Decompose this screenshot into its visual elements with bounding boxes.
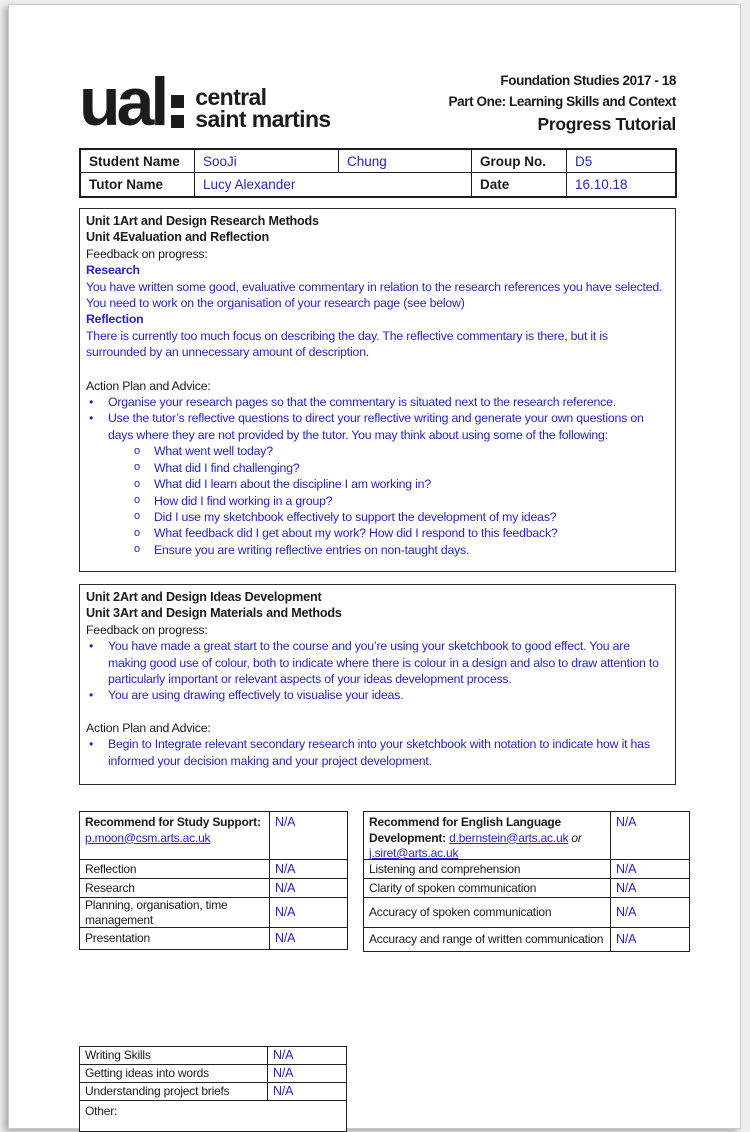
tutor-name-label: Tutor Name <box>81 173 195 196</box>
study-support-header-cell <box>80 812 270 859</box>
table-row <box>80 898 347 928</box>
feedback-list <box>86 638 670 704</box>
table-row <box>364 928 689 951</box>
logo-line-central: central <box>195 84 267 110</box>
unit-4-heading <box>86 229 670 245</box>
row-value: N/A <box>616 861 637 876</box>
reflective-question: o What feedback did I get about my work? How did I respond to this feedback? <box>86 525 670 541</box>
student-last-name: Chung <box>339 150 472 173</box>
unit-3-number: Unit 3 <box>86 606 120 621</box>
course-title: Foundation Studies 2017 - 18 <box>500 73 676 88</box>
research-feedback-text: You have written some good, evaluative commentary in relation to the research references you have selected. You need to work on the organisation of your research page (see below) <box>86 279 663 311</box>
page-title: Progress Tutorial <box>537 114 676 134</box>
unit-3-title: Art and Design Materials and Methods <box>120 606 342 621</box>
unit-1-heading <box>86 213 670 229</box>
row-label: Writing Skills <box>80 1047 268 1064</box>
feedback-label: Feedback on progress: <box>86 246 208 261</box>
action-plan-label: Action Plan and Advice: <box>86 720 211 735</box>
reflective-question: o Did I use my sketchbook effectively to support the development of my ideas? <box>86 509 670 525</box>
ual-logo-mark: ual <box>79 64 166 140</box>
english-language-table <box>363 811 690 952</box>
reflective-question: o What did I learn about the discipline I am working in? <box>86 476 670 492</box>
action-bullet: • Use the tutor’s reflective questions to direct your reflective writing and generate your own questions on days where they are not provided by the tutor. You may think about using some of the following: <box>86 410 670 443</box>
feedback-bullet: • You have made a great start to the course and you’re using your sketchbook to good effect. You are making good use of colour, both to indicate where there is colour in a design and also to draw attention to particularly important or relevant aspects of your ideas development process. <box>86 638 670 687</box>
feedback-bullet: • You are using drawing effectively to visualise your ideas. <box>86 687 670 703</box>
row-value: N/A <box>616 932 637 947</box>
table-row <box>364 898 689 928</box>
table-row <box>364 879 689 898</box>
feedback-label: Feedback on progress: <box>86 622 208 637</box>
row-value: N/A <box>275 880 296 895</box>
unit-3-heading <box>86 605 670 621</box>
unit-2-title: Art and Design Ideas Development <box>120 590 322 604</box>
row-value: N/A <box>275 905 296 920</box>
row-value: N/A <box>273 1066 294 1081</box>
row-value: N/A <box>275 861 296 876</box>
table-row <box>80 860 347 879</box>
student-info-table <box>79 148 677 198</box>
table-row <box>80 879 347 898</box>
writing-skills-table <box>79 1046 347 1132</box>
unit-2-heading <box>86 589 670 605</box>
row-value: N/A <box>273 1048 294 1063</box>
english-header-value: N/A <box>616 815 637 829</box>
row-value: N/A <box>275 931 296 946</box>
other-label: Other: <box>85 1104 118 1118</box>
english-header-cell <box>364 812 611 859</box>
row-label: Getting ideas into words <box>80 1065 268 1082</box>
action-bullet: • Organise your research pages so that the commentary is situated next to the research reference. <box>86 394 670 410</box>
english-email-link-2[interactable]: j.siret@arts.ac.uk <box>369 846 459 860</box>
ual-colon-icon <box>171 73 184 131</box>
date-value: 16.10.18 <box>575 177 628 192</box>
group-no-value: D5 <box>567 150 675 173</box>
row-label: Accuracy of spoken communication <box>364 898 611 927</box>
table-row-other <box>80 1101 346 1131</box>
part-title: Part One: Learning Skills and Context <box>448 93 676 109</box>
unit-2-number: Unit 2 <box>86 590 120 604</box>
action-plan-list <box>86 736 670 769</box>
table-header-row <box>364 812 689 860</box>
unit-1-4-feedback-box <box>79 208 676 572</box>
reflective-question: o What went well today? <box>86 443 670 459</box>
document-titles <box>449 71 677 137</box>
action-plan-label: Action Plan and Advice: <box>86 378 211 393</box>
row-value: N/A <box>616 880 637 895</box>
action-plan-list <box>86 394 670 558</box>
table-row <box>80 928 347 949</box>
unit-1-title: Art and Design Research Methods <box>120 214 319 228</box>
reflection-heading: Reflection <box>86 312 144 327</box>
reflective-question: o What did I find challenging? <box>86 460 670 476</box>
row-label: Planning, organisation, time management <box>80 898 270 927</box>
group-no-label: Group No. <box>472 150 567 173</box>
or-text: or <box>571 830 582 845</box>
study-support-header-value: N/A <box>275 815 296 829</box>
research-heading: Research <box>86 263 140 278</box>
logo-line-saint-martins: saint martins <box>195 106 331 132</box>
unit-4-number: Unit 4 <box>86 230 120 245</box>
row-label: Understanding project briefs <box>80 1083 268 1100</box>
document-page <box>8 4 741 1129</box>
table-row <box>80 1083 346 1101</box>
row-label: Presentation <box>80 928 270 949</box>
reflection-feedback-text: There is currently too much focus on describing the day. The reflective commentary is there, but it is surrounded by an unnecessary amount of description. <box>86 328 608 360</box>
ual-logo-text <box>195 73 330 130</box>
row-label: Listening and comprehension <box>364 860 611 878</box>
reflective-question: o Ensure you are writing reflective entries on non-taught days. <box>86 542 670 558</box>
unit-2-3-feedback-box <box>79 584 676 785</box>
row-label: Accuracy and range of written communication <box>364 928 611 951</box>
study-support-table <box>79 811 348 950</box>
row-label: Reflection <box>80 860 270 878</box>
table-row <box>80 1047 346 1065</box>
student-first-name: SooJi <box>195 150 339 173</box>
row-label: Clarity of spoken communication <box>364 879 611 897</box>
ual-logo <box>79 64 331 140</box>
unit-1-number: Unit 1 <box>86 214 120 228</box>
english-development-label: Recommend for English Language Development: <box>369 815 562 845</box>
study-support-email-link[interactable]: p.moon@csm.arts.ac.uk <box>85 830 211 845</box>
table-row <box>80 1065 346 1083</box>
reflective-question: o How did I find working in a group? <box>86 493 670 509</box>
study-support-label: Recommend for Study Support: <box>85 815 261 829</box>
english-email-link-1[interactable]: d.bernstein@arts.ac.uk <box>449 830 569 845</box>
row-value: N/A <box>273 1084 294 1099</box>
student-name-label: Student Name <box>81 150 195 173</box>
table-row <box>364 860 689 879</box>
row-value: N/A <box>616 905 637 920</box>
tutor-name-value: Lucy Alexander <box>195 173 472 196</box>
unit-4-title: Evaluation and Reflection <box>120 230 269 245</box>
action-bullet: • Begin to Integrate relevant secondary research into your sketchbook with notation to indicate how it has informed your decision making and your project development. <box>86 736 670 769</box>
date-label: Date <box>472 173 567 196</box>
row-label: Research <box>80 879 270 897</box>
table-header-row <box>80 812 347 860</box>
